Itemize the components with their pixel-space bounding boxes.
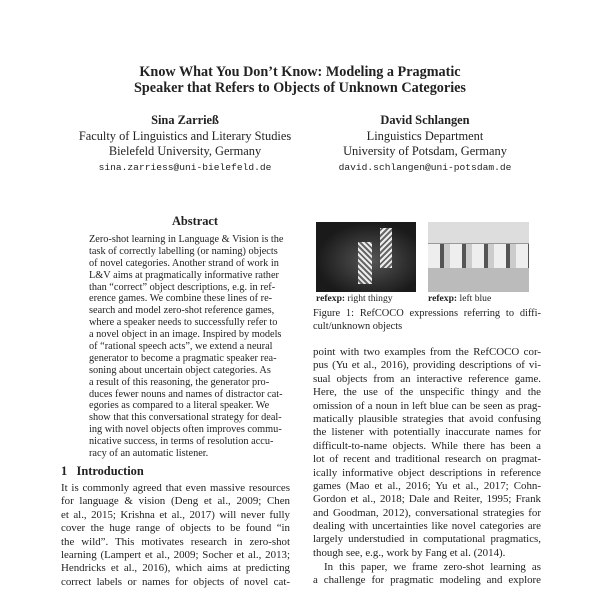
author-email: david.schlangen@uni-potsdam.de [338,161,512,173]
text-line: and Goodman, 2012), conversational strategies for [313,506,541,519]
author-name: David Schlangen [380,113,470,127]
text-line: L&V aims at pragmatically informative rather [89,269,279,281]
refexp-label: refexp: [428,293,458,304]
text-line: though see, e.g., work by Fang et al. (2014). [313,546,506,559]
text-line: It is commonly agreed that even massive resources [61,482,290,494]
text-line: Gordon et al., 2018; Dale and Reiter, 1995; Frank [313,493,541,506]
text-line: erence games. We combine these lines of re- [89,293,273,305]
text-line: correct labels or names for objects of novel cat- [61,575,290,588]
author-institution: University of Potsdam, Germany [343,144,507,158]
abstract-heading: Abstract [171,214,219,228]
text-line: Zero-shot learning in Language & Vision is the [89,234,284,245]
figure-image-earrings [316,222,416,292]
figure-caption [313,307,541,334]
right-column-paragraph-2 [313,561,541,588]
text-line: cover the huge range of objects to be found “in [61,522,290,535]
text-line: largely understudied in computational pragmatics, [313,533,541,546]
text-line: the listener with potentially inaccurate names for [313,426,541,439]
refexp-label: refexp: [316,293,346,304]
author-name: Sina Zarrieß [151,113,219,127]
text-line: pus (Yu et al., 2016), providing descriptions of vi- [313,359,541,372]
author-affiliation: Linguistics Department [366,128,484,143]
text-line: cult/unknown objects [313,321,403,333]
figure-subcaption-left [316,293,393,304]
text-line: duces fewer nouns and names of distractor cat- [89,388,283,400]
author-2 [300,113,550,175]
text-line: Figure 1: RefCOCO expressions referring to diffi- [313,308,541,319]
text-line: omission of a noun in left blue can be seen as prag- [313,399,541,412]
text-line: difficult-to-name objects. While there has been a [313,439,541,452]
text-line: dealing with uncertainties like novel categories are [313,520,541,533]
text-line: where a speaker needs to successfully refer to [89,317,278,329]
text-line: task of correctly labelling (or naming) objects [89,245,278,257]
paper-title-line-2: Speaker that Refers to Objects of Unknown Categories [134,80,466,96]
text-line: nicative success, in terms of resolution accu- [89,436,274,448]
text-line: of “rational speech acts”, we extend a neural [89,341,273,353]
text-line: matically plausible strategies that avoid confusing [313,412,541,425]
text-line: In this paper, we frame zero-shot learning as [324,561,541,573]
text-line: the wild”. This motivates research in zero-shot [61,535,290,548]
text-line: racy of an automatic listener. [89,448,209,460]
introduction-body [61,482,290,589]
refexp-text: left blue [459,293,492,304]
refexp-text: right thingy [347,293,393,304]
figure-image-trucks [428,222,529,292]
text-line: et al., 2015; Krishna et al., 2017) will never fully [61,508,290,521]
text-line: search and model zero-shot reference games, [89,305,275,317]
text-line: sual objects from an interactive reference game. [313,372,541,385]
section-number: 1 [61,464,68,478]
text-line: Hendricks et al., 2016), which aims at predicting [61,562,290,575]
section-heading-introduction [61,464,144,479]
text-line: generator to become a pragmatic speaker rea- [89,352,277,364]
text-line: than “correct” object descriptions, e.g. in ref- [89,281,276,293]
author-email: sina.zarriess@uni-bielefeld.de [98,161,272,173]
text-line: a novel object in an image. Inspired by models [89,329,282,341]
author-institution: Bielefeld University, Germany [108,144,262,158]
text-line: learning (Lampert et al., 2009; Socher et al., 2013; [61,548,290,561]
abstract-body [89,234,284,460]
text-line: show that this conversational strategy for deal- [89,412,282,424]
right-column-body [313,346,541,560]
text-line: Here, the use of the unspecific thingy and the [313,386,541,399]
paper-title-line-1: Know What You Don’t Know: Modeling a Pragmatic [139,64,461,80]
text-line: soning about uncertain object categories. As [89,364,271,376]
text-line: a result of this reasoning, the generator pro- [89,376,270,388]
text-line: point with two examples from the RefCOCO cor- [313,346,541,358]
text-line: a challenge for pragmatic modeling and explore [313,574,541,587]
text-line: for language & vision (Deng et al., 2009; Chen [61,495,290,508]
text-line: egories as compared to a literal speaker. We [89,400,270,412]
author-affiliation: Faculty of Linguistics and Literary Studies [78,128,292,143]
figure-subcaption-right [428,293,491,304]
text-line: ing with novel objects often improves commu- [89,424,282,436]
text-line: games (Mao et al., 2016; Yu et al., 2017; Cohn- [313,479,541,492]
section-title: Introduction [76,464,144,478]
author-1 [70,113,300,175]
text-line: ically informative object descriptions in reference [313,466,541,479]
text-line: of novel categories. Another strand of work in [89,257,279,269]
text-line: lot of recent and traditional research on pragmat- [313,453,541,466]
